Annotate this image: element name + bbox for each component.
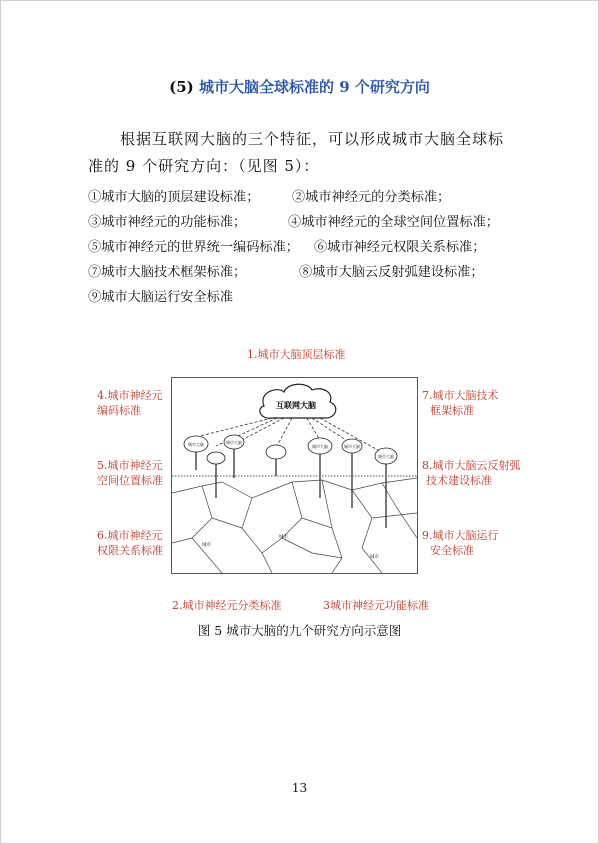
list-item: ⑥城市神经元权限关系标准；: [314, 240, 486, 255]
small-cloud-label: 城市大脑: [378, 454, 394, 459]
figure-label-right-1: 7.城市大脑技术 框架标准: [422, 389, 499, 417]
figure-label-left-3: 6.城市神经元 权限关系标准: [97, 529, 163, 557]
map-network: [172, 478, 417, 573]
list-item: ⑧城市大脑云反射弧建设标准；: [299, 265, 484, 280]
internet-brain-cloud: [260, 384, 336, 418]
figure-caption: 图 5 城市大脑的九个研究方向示意图: [197, 623, 402, 638]
figure-label-left-2: 5.城市神经元 空间位置标准: [97, 459, 163, 487]
small-cloud-label: 城市大脑: [188, 442, 204, 447]
list-item: ①城市大脑的顶层建设标准；: [88, 190, 260, 205]
intro-paragraph: 根据互联网大脑的三个特征，可以形成城市大脑全球标准的 9 个研究方向：（见图 5）：: [88, 130, 505, 175]
page-number: 13: [291, 781, 308, 795]
small-cloud-label: 城市大脑: [344, 444, 360, 449]
small-cloud-label: 城市大脑: [312, 444, 328, 449]
cloud-label: 互联网大脑: [276, 401, 316, 410]
city-brain-diagram: [171, 377, 418, 574]
figure-label-right-2: 8.城市大脑云反射弧 技术建设标准: [422, 459, 521, 487]
figure-label-bottom-1: 2.城市神经元分类标准: [172, 599, 282, 612]
node-label: 城市: [370, 554, 379, 559]
list-item: ④城市神经元的全球空间位置标准；: [288, 215, 499, 230]
list-item: ②城市神经元的分类标准；: [292, 190, 451, 205]
figure-label-top: 1.城市大脑顶层标准: [247, 348, 346, 361]
heading-title: 城市大脑全球标准的 9 个研究方向: [198, 78, 430, 96]
list-item: ⑦城市大脑技术框架标准；: [88, 265, 247, 280]
figure-label-left-1: 4.城市神经元 编码标准: [97, 389, 163, 417]
list-item: ⑤城市神经元的世界统一编码标准；: [88, 240, 299, 255]
list-item: ③城市神经元的功能标准；: [88, 215, 247, 230]
list-item: ⑨城市大脑运行安全标准: [88, 290, 234, 305]
node-label: 城市: [279, 534, 288, 539]
small-cloud-label: 城市大脑: [226, 440, 242, 445]
figure-label-bottom-2: 3城市神经元功能标准: [323, 599, 429, 612]
heading-number: (5): [169, 78, 194, 96]
figure-label-right-3: 9.城市大脑运行 安全标准: [422, 529, 499, 557]
small-clouds: [184, 435, 397, 464]
node-label: 城市: [202, 542, 211, 547]
section-heading: [0, 76, 599, 97]
